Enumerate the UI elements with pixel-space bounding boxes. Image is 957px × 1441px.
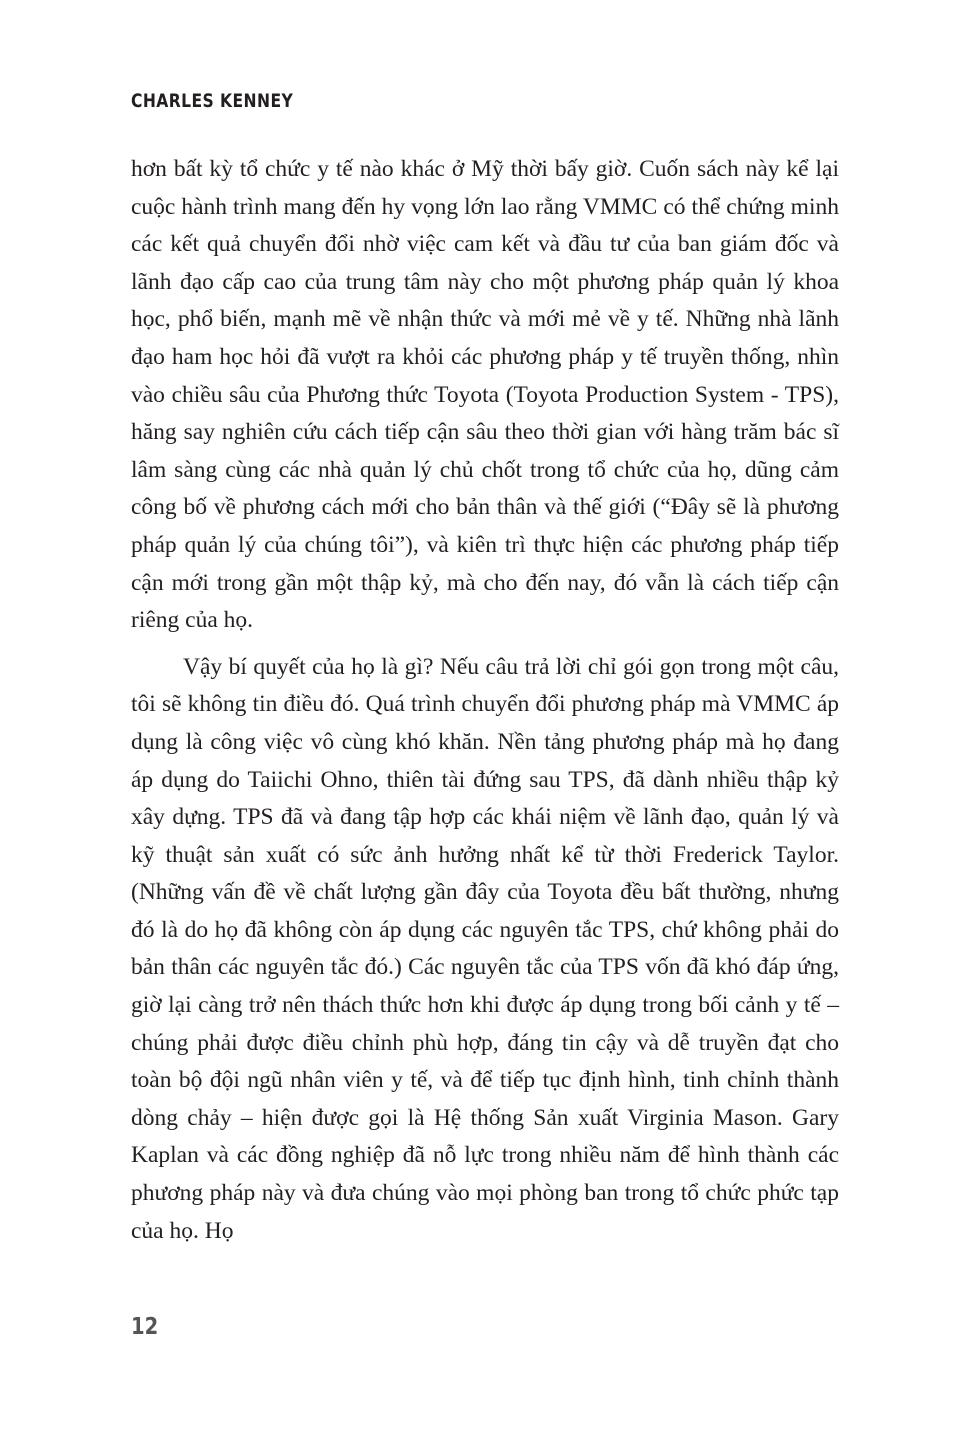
page-number: 12 [131, 1314, 159, 1340]
paragraph: hơn bất kỳ tổ chức y tế nào khác ở Mỹ thời bấy giờ. Cuốn sách này kể lại cuộc hành trình mang đến hy vọng lớn lao rằng VMMC có thể chứng minh các kết quả chuyển đổi nhờ việc cam kết và đầu tư của ban giám đốc và lãnh đạo cấp cao của trung tâm này cho một phương pháp quản lý khoa học, phổ biến, mạnh mẽ về nhận thức và mới mẻ về y tế. Những nhà lãnh đạo ham học hỏi đã vượt ra khỏi các phương pháp y tế truyền thống, nhìn vào chiều sâu của Phương thức Toyota (Toyota Production System - TPS), hăng say nghiên cứu cách tiếp cận sâu theo thời gian với hàng trăm bác sĩ lâm sàng cùng các nhà quản lý chủ chốt trong tổ chức của họ, dũng cảm công bố về phương cách mới cho bản thân và thế giới (“Đây sẽ là phương pháp quản lý của chúng tôi”), và kiên trì thực hiện các phương pháp tiếp cận mới trong gần một thập kỷ, mà cho đến nay, đó vẫn là cách tiếp cận riêng của họ. [131, 156, 839, 634]
running-head: CHARLES KENNEY [131, 90, 294, 112]
body-text [131, 151, 839, 1250]
paragraph: Vậy bí quyết của họ là gì? Nếu câu trả lời chỉ gói gọn trong một câu, tôi sẽ không tin điều đó. Quá trình chuyển đổi phương pháp mà VMMC áp dụng là công việc vô cùng khó khăn. Nền tảng phương pháp mà họ đang áp dụng do Taiichi Ohno, thiên tài đứng sau TPS, đã dành nhiều thập kỷ xây dựng. TPS đã và đang tập hợp các khái niệm về lãnh đạo, quản lý và kỹ thuật sản xuất có sức ảnh hưởng nhất kể từ thời Frederick Taylor. (Những vấn đề về chất lượng gần đây của Toyota đều bất thường, nhưng đó là do họ đã không còn áp dụng các nguyên tắc TPS, chứ không phải do bản thân các nguyên tắc đó.) Các nguyên tắc của TPS vốn đã khó đáp ứng, giờ lại càng trở nên thách thức hơn khi được áp dụng trong bối cảnh y tế – chúng phải được điều chỉnh phù hợp, đáng tin cậy và dễ truyền đạt cho toàn bộ đội ngũ nhân viên y tế, và để tiếp tục định hình, tinh chỉnh thành dòng chảy – hiện được gọi là Hệ thống Sản xuất Virginia Mason. Gary Kaplan và các đồng nghiệp đã nỗ lực trong nhiều năm để hình thành các phương pháp này và đưa chúng vào mọi phòng ban trong tổ chức phức tạp của họ. Họ [131, 653, 839, 1244]
